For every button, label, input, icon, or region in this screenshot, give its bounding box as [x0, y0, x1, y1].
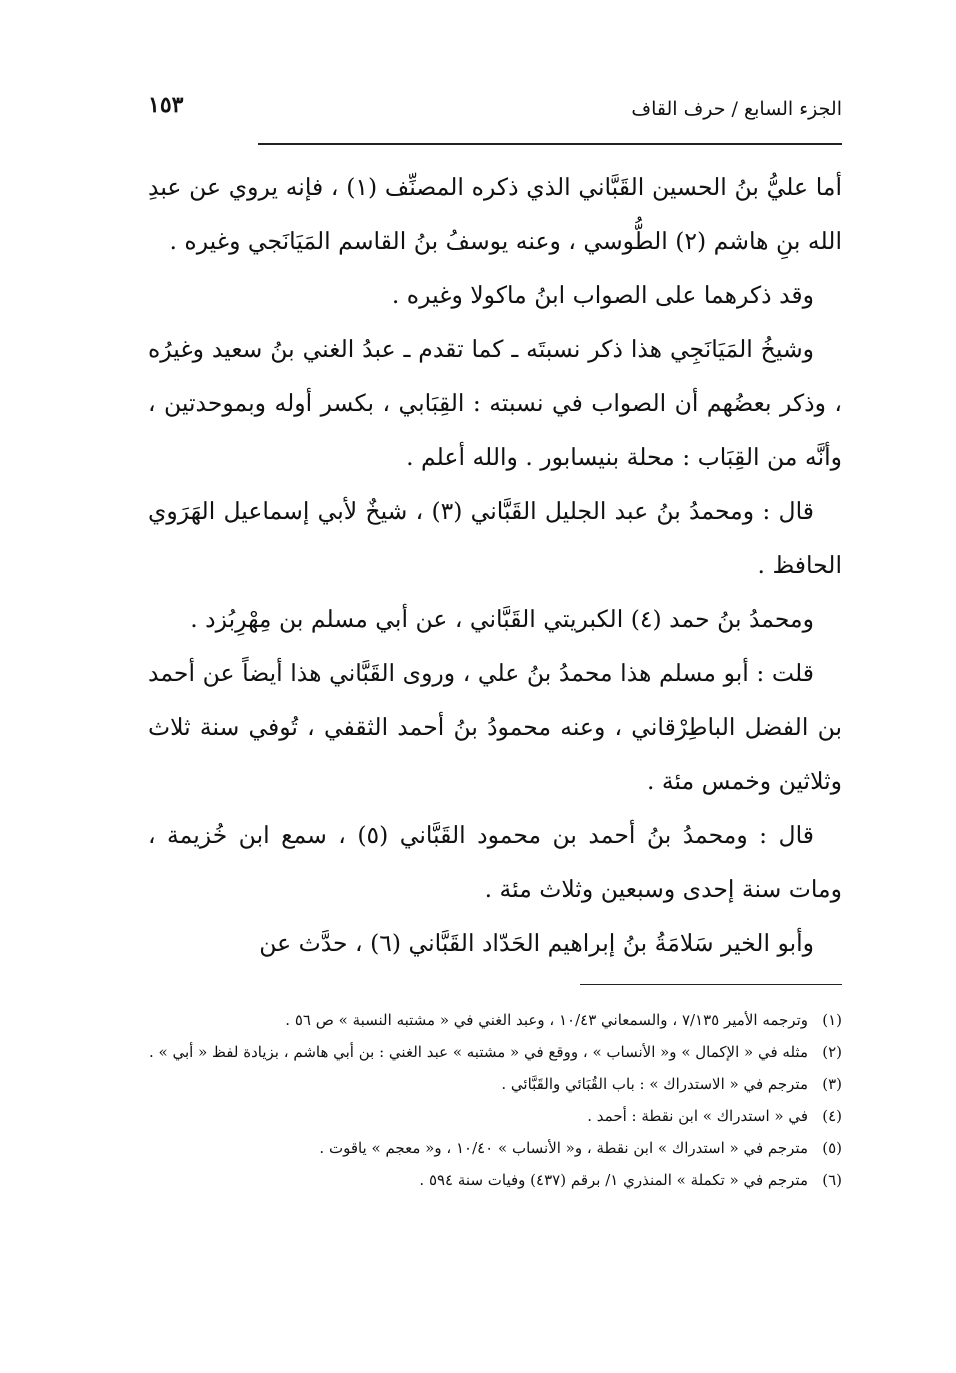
page-header — [148, 92, 842, 132]
paragraph: قلت : أبو مسلم هذا محمدُ بنُ علي ، وروى القَبَّاني هذا أيضاً عن أحمد بن الفضل الباطِرْقاني ، وعنه محمودُ بنُ أحمد الثقفي ، تُوفي سنة ثلاث وثلاثين وخمس مئة . — [148, 659, 842, 795]
footnote-number: (٥) — [822, 1139, 842, 1157]
footnote-text: مترجم في « الاستدراك » : باب القُبَائي والقَبَّائي . — [501, 1075, 808, 1093]
footnote-text: مترجم في « تكملة » المنذري ١/ برقم (٤٣٧) وفيات سنة ٥٩٤ . — [419, 1171, 808, 1189]
footnote-number: (٤) — [822, 1107, 842, 1125]
footnote-text: مثله في « الإكمال » و« الأنساب » ، ووقع في « مشتبه » عبد الغني : بن أبي هاشم ، بزيادة لفظ « أبي » . — [149, 1043, 808, 1061]
running-title: الجزء السابع / حرف القاف — [631, 98, 842, 120]
footnote-separator — [580, 984, 842, 985]
main-text — [148, 160, 842, 970]
footnote — [148, 1100, 842, 1132]
footnotes — [148, 1004, 842, 1196]
header-rule — [258, 143, 842, 145]
footnote — [148, 1004, 842, 1036]
footnote-number: (٣) — [822, 1075, 842, 1093]
paragraph: قال : ومحمدُ بنُ أحمد بن محمود القَبَّاني (٥) ، سمع ابن خُزيمة ، ومات سنة إحدى وسبعين وثلاث مئة . — [148, 821, 842, 903]
paragraph: أما عليُّ بنُ الحسين القَبَّاني الذي ذكره المصنِّف (١) ، فإنه يروي عن عبدِ الله بنِ هاشم (٢) الطُّوسي ، وعنه يوسفُ بنُ القاسم المَيَانَجي وغيره . — [148, 173, 843, 255]
footnote-number: (٦) — [822, 1171, 842, 1189]
footnote-text: وترجمه الأمير ٧/١٣٥ ، والسمعاني ١٠/٤٣ ، وعبد الغني في « مشتبه النسبة » ص ٥٦ . — [285, 1011, 808, 1029]
footnote — [148, 1068, 842, 1100]
footnote — [148, 1036, 842, 1068]
paragraph: قال : ومحمدُ بنُ عبد الجليل القَبَّاني (٣) ، شيخٌ لأبي إسماعيل الهَرَوي الحافظ . — [148, 497, 842, 579]
paragraph: وأبو الخير سَلامَةُ بنُ إبراهيم الحَدّاد القَبَّاني (٦) ، حدَّث عن — [259, 929, 814, 957]
page-number: ١٥٣ — [148, 92, 184, 118]
footnote-text: في « استدراك » ابن نقطة : أحمد . — [587, 1107, 808, 1125]
footnote-text: مترجم في « استدراك » ابن نقطة ، و« الأنساب » ١٠/٤٠ ، و« معجم » ياقوت . — [319, 1139, 808, 1157]
paragraph: ومحمدُ بنُ حمد (٤) الكبريتي القَبَّاني ، عن أبي مسلم بن مِهْرِبُزد . — [190, 605, 814, 633]
footnote-number: (٢) — [822, 1043, 842, 1061]
paragraph: وقد ذكرهما على الصواب ابنُ ماكولا وغيره . — [391, 281, 814, 309]
footnote — [148, 1132, 842, 1164]
footnote-number: (١) — [822, 1011, 842, 1029]
paragraph: وشيخُ المَيَانَجِي هذا ذكر نسبتَه ـ كما تقدم ـ عبدُ الغني بنُ سعيد وغيرُه ، وذكر بعضُهم أن الصواب في نسبته : القِبَابي ، بكسر أوله وبموحدتين ، وأنَّه من القِبَاب : محلة بنيسابور . والله أعلم . — [148, 335, 842, 471]
footnote — [148, 1164, 842, 1196]
